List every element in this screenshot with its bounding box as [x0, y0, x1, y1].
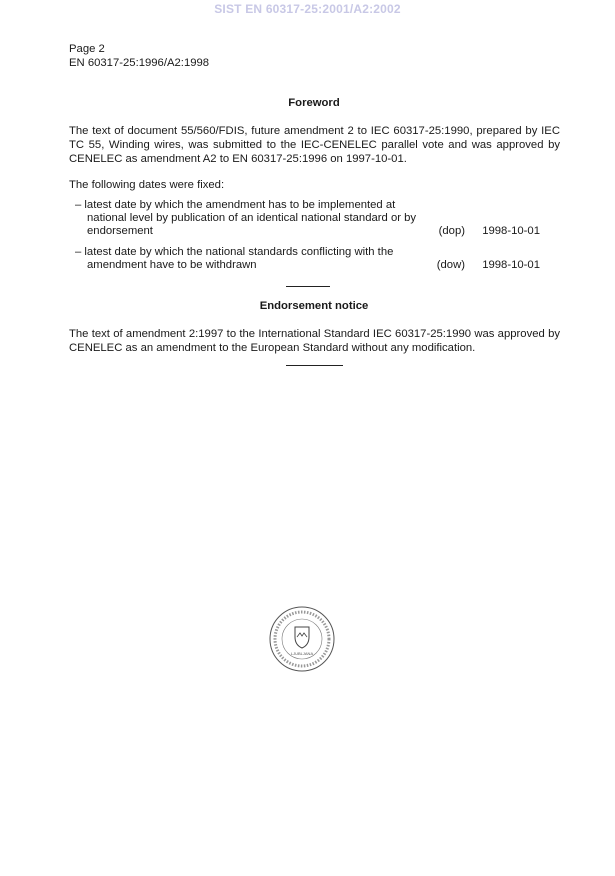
date-item-text: – latest date by which the national standards conflicting with the amendment have to be withdrawn	[75, 246, 394, 271]
foreword-title: Foreword	[288, 97, 340, 109]
date-item-code: (dow)	[436, 259, 465, 271]
endorsement-paragraph: The text of amendment 2:1997 to the International Standard IEC 60317-25:1990 was approved by CENELEC as an amendment to the European Standard without any modification.	[69, 328, 560, 354]
date-item-code: (dop)	[438, 225, 465, 237]
date-item-dop	[75, 199, 540, 238]
divider	[286, 365, 343, 366]
date-item-date: 1998-10-01	[482, 225, 540, 237]
page-number: Page 2	[69, 43, 105, 55]
date-item-date: 1998-10-01	[482, 259, 540, 271]
dates-intro: The following dates were fixed:	[69, 179, 225, 191]
divider	[286, 286, 330, 287]
official-seal-stamp	[268, 605, 336, 673]
date-item-text: – latest date by which the amendment has to be implemented at national level by publication of an identical national standard or by endorsement	[75, 199, 417, 237]
endorsement-title: Endorsement notice	[259, 300, 369, 312]
document-id: EN 60317-25:1996/A2:1998	[69, 57, 210, 69]
svg-text:LJUBLJANA: LJUBLJANA	[290, 651, 314, 656]
date-item-dow	[75, 246, 540, 272]
foreword-paragraph: The text of document 55/560/FDIS, future amendment 2 to IEC 60317-25:1990, prepared by IEC TC 55, Winding wires, was submitted to the IEC-CENELEC parallel vote and was approved by CENELEC as amendment A2 to EN 60317-25:1996 on 1997-10-01.	[69, 125, 560, 165]
watermark: SIST EN 60317-25:2001/A2:2002	[214, 2, 401, 16]
page-header	[69, 42, 209, 70]
